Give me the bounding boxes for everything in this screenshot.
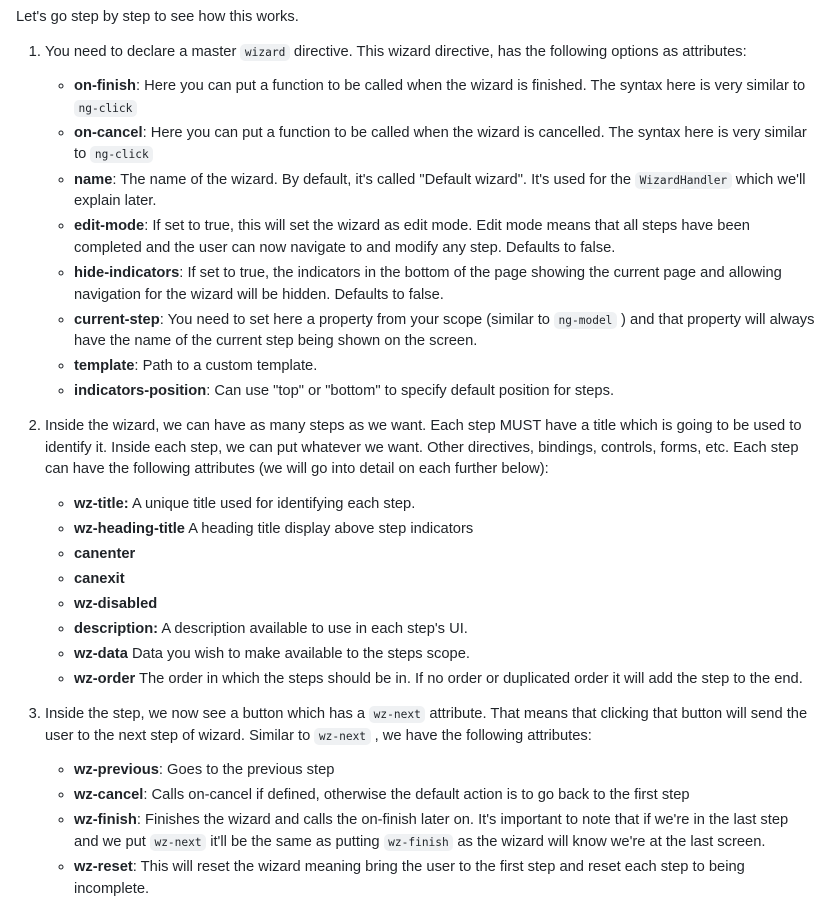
list-item: ◦ name: The name of the wizard. By default, it's called "Default wizard". It's used for the WizardHandler which we'll explain later. xyxy=(74,170,815,213)
list-item: ◦ canenter xyxy=(74,544,815,566)
list-item: ◦ wz-cancel: Calls on-cancel if defined, otherwise the default action is to go back to the first step xyxy=(74,785,815,807)
list-item: ◦ wz-disabled xyxy=(74,594,815,616)
step-3-text: 3. Inside the step, we now see a button which has a wz-next attribute. That means that clicking that button will send the user to the next step of wizard. Similar to wz-next , we have the following attributes: xyxy=(45,706,808,744)
list-item: ◦ hide-indicators: If set to true, the indicators in the bottom of the page showing the current page and allowing navigation for the wizard will be hidden. Defaults to false. xyxy=(74,263,815,306)
step-3 xyxy=(45,704,815,900)
list-item: ◦ template: Path to a custom template. xyxy=(74,356,815,378)
code-wz-next: wz-next xyxy=(314,728,370,745)
intro-paragraph: Let's go step by step to see how this works. xyxy=(16,9,299,25)
list-item: ◦ wz-data Data you wish to make available to the steps scope. xyxy=(74,644,815,666)
list-item: ◦ wz-heading-title A heading title display above step indicators xyxy=(74,519,815,541)
list-item: ◦ on-finish: Here you can put a function to be called when the wizard is finished. The syntax here is very similar to ng-click xyxy=(74,76,815,119)
list-item: ◦ wz-order The order in which the steps should be in. If no order or duplicated order it will add the step to the end. xyxy=(74,669,815,691)
button-attributes-list xyxy=(45,760,815,900)
list-item: ◦ wz-title: A unique title used for identifying each step. xyxy=(74,494,815,516)
list-item: ◦ on-cancel: Here you can put a function to be called when the wizard is cancelled. The syntax here is very similar to ng-click xyxy=(74,123,815,166)
code-wizard-handler: WizardHandler xyxy=(635,172,732,189)
step-2-text: 2. Inside the wizard, we can have as many steps as we want. Each step MUST have a title which is going to be used to identify it. Inside each step, we can put whatever we want. Other directives, bindings, controls, forms, etc. Each step can have the following attributes (we will go into detail on each further below): xyxy=(45,418,802,478)
list-item: ◦ description: A description available to use in each step's UI. xyxy=(74,619,815,641)
wizard-attributes-list xyxy=(45,76,815,403)
code-ng-click: ng-click xyxy=(90,146,153,163)
steps-list xyxy=(16,42,815,901)
list-item: ◦ indicators-position: Can use "top" or "bottom" to specify default position for steps. xyxy=(74,381,815,403)
code-wz-next: wz-next xyxy=(369,706,425,723)
step-2 xyxy=(45,416,815,691)
code-wz-next: wz-next xyxy=(150,834,206,851)
code-ng-click: ng-click xyxy=(74,100,137,117)
code-wz-finish: wz-finish xyxy=(384,834,454,851)
list-item: ◦ canexit xyxy=(74,569,815,591)
code-ng-model: ng-model xyxy=(554,312,617,329)
list-item: ◦ wz-finish: Finishes the wizard and calls the on-finish later on. It's important to note that if we're in the last step and we put wz-next it'll be the same as putting wz-finish as the wizard will know we're at the last screen. xyxy=(74,810,815,853)
step-1 xyxy=(45,42,815,403)
list-item: ◦ current-step: You need to set here a property from your scope (similar to ng-model ) and that property will always have the name of the current step being shown on the screen. xyxy=(74,310,815,353)
step-attributes-list xyxy=(45,494,815,691)
list-item: ◦ wz-reset: This will reset the wizard meaning bring the user to the first step and reset each step to being incomplete. xyxy=(74,857,815,900)
code-wizard: wizard xyxy=(240,44,289,61)
step-1-text: 1. You need to declare a master wizard directive. This wizard directive, has the following options as attributes: xyxy=(45,43,747,60)
list-item: ◦ edit-mode: If set to true, this will set the wizard as edit mode. Edit mode means that all steps have been completed and the user can now navigate to and modify any step. Defaults to false. xyxy=(74,216,815,259)
list-item: ◦ wz-previous: Goes to the previous step xyxy=(74,760,815,782)
